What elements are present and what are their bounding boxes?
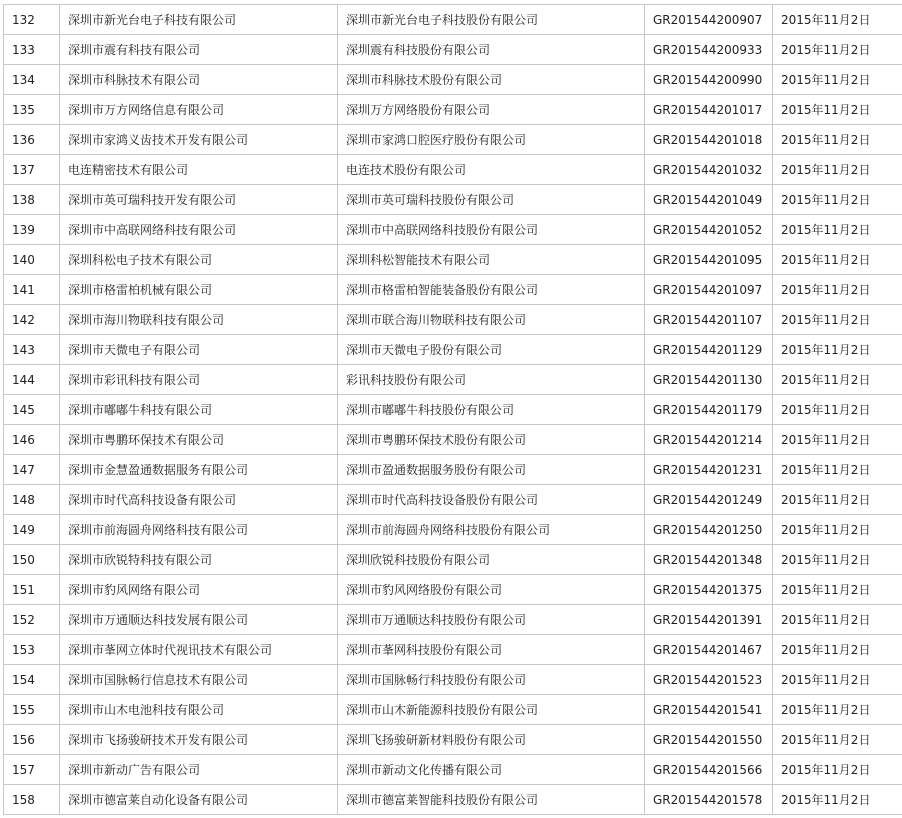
row-number-cell: 136 bbox=[4, 125, 60, 155]
certificate-number-cell: GR201544201467 bbox=[645, 635, 773, 665]
row-number-cell: 133 bbox=[4, 35, 60, 65]
original-company-name-cell: 深圳市中高联网络科技有限公司 bbox=[60, 215, 338, 245]
certificate-number-cell: GR201544200990 bbox=[645, 65, 773, 95]
issue-date-cell: 2015年11月2日 bbox=[773, 605, 902, 635]
new-company-name-cell: 深圳市莑网科技股份有限公司 bbox=[338, 635, 645, 665]
new-company-name-cell: 深圳市德富莱智能科技股份有限公司 bbox=[338, 785, 645, 815]
table-row bbox=[4, 95, 902, 125]
new-company-name-cell: 电连技术股份有限公司 bbox=[338, 155, 645, 185]
row-number-cell: 142 bbox=[4, 305, 60, 335]
table-row bbox=[4, 545, 902, 575]
certificate-number-cell: GR201544201541 bbox=[645, 695, 773, 725]
original-company-name-cell: 深圳市万通顺达科技发展有限公司 bbox=[60, 605, 338, 635]
company-table bbox=[3, 4, 902, 815]
certificate-number-cell: GR201544201348 bbox=[645, 545, 773, 575]
original-company-name-cell: 深圳市新光台电子科技有限公司 bbox=[60, 5, 338, 35]
table-row bbox=[4, 605, 902, 635]
new-company-name-cell: 深圳市粤鹏环保技术股份有限公司 bbox=[338, 425, 645, 455]
certificate-number-cell: GR201544201566 bbox=[645, 755, 773, 785]
new-company-name-cell: 深圳市新动文化传播有限公司 bbox=[338, 755, 645, 785]
certificate-number-cell: GR201544201130 bbox=[645, 365, 773, 395]
certificate-number-cell: GR201544201107 bbox=[645, 305, 773, 335]
new-company-name-cell: 深圳市科脉技术股份有限公司 bbox=[338, 65, 645, 95]
issue-date-cell: 2015年11月2日 bbox=[773, 395, 902, 425]
original-company-name-cell: 深圳市莑网立体时代视讯技术有限公司 bbox=[60, 635, 338, 665]
original-company-name-cell: 深圳市德富莱自动化设备有限公司 bbox=[60, 785, 338, 815]
issue-date-cell: 2015年11月2日 bbox=[773, 245, 902, 275]
original-company-name-cell: 深圳市天微电子有限公司 bbox=[60, 335, 338, 365]
table-row bbox=[4, 185, 902, 215]
table-row bbox=[4, 515, 902, 545]
original-company-name-cell: 深圳市豹风网络有限公司 bbox=[60, 575, 338, 605]
certificate-number-cell: GR201544201214 bbox=[645, 425, 773, 455]
table-row bbox=[4, 485, 902, 515]
new-company-name-cell: 深圳市豹风网络股份有限公司 bbox=[338, 575, 645, 605]
issue-date-cell: 2015年11月2日 bbox=[773, 785, 902, 815]
row-number-cell: 151 bbox=[4, 575, 60, 605]
row-number-cell: 154 bbox=[4, 665, 60, 695]
issue-date-cell: 2015年11月2日 bbox=[773, 95, 902, 125]
table-row bbox=[4, 215, 902, 245]
issue-date-cell: 2015年11月2日 bbox=[773, 5, 902, 35]
certificate-number-cell: GR201544201052 bbox=[645, 215, 773, 245]
issue-date-cell: 2015年11月2日 bbox=[773, 35, 902, 65]
row-number-cell: 156 bbox=[4, 725, 60, 755]
issue-date-cell: 2015年11月2日 bbox=[773, 335, 902, 365]
row-number-cell: 152 bbox=[4, 605, 60, 635]
new-company-name-cell: 深圳市英可瑞科技股份有限公司 bbox=[338, 185, 645, 215]
certificate-number-cell: GR201544201129 bbox=[645, 335, 773, 365]
certificate-number-cell: GR201544200907 bbox=[645, 5, 773, 35]
new-company-name-cell: 深圳市前海圆舟网络科技股份有限公司 bbox=[338, 515, 645, 545]
issue-date-cell: 2015年11月2日 bbox=[773, 425, 902, 455]
new-company-name-cell: 深圳市新光台电子科技股份有限公司 bbox=[338, 5, 645, 35]
original-company-name-cell: 深圳市万方网络信息有限公司 bbox=[60, 95, 338, 125]
table-row bbox=[4, 65, 902, 95]
certificate-number-cell: GR201544201095 bbox=[645, 245, 773, 275]
original-company-name-cell: 电连精密技术有限公司 bbox=[60, 155, 338, 185]
new-company-name-cell: 深圳市家鸿口腔医疗股份有限公司 bbox=[338, 125, 645, 155]
issue-date-cell: 2015年11月2日 bbox=[773, 185, 902, 215]
issue-date-cell: 2015年11月2日 bbox=[773, 125, 902, 155]
table-row bbox=[4, 395, 902, 425]
issue-date-cell: 2015年11月2日 bbox=[773, 275, 902, 305]
table-row bbox=[4, 125, 902, 155]
original-company-name-cell: 深圳市海川物联科技有限公司 bbox=[60, 305, 338, 335]
certificate-number-cell: GR201544201231 bbox=[645, 455, 773, 485]
original-company-name-cell: 深圳市嘟嘟牛科技有限公司 bbox=[60, 395, 338, 425]
certificate-number-cell: GR201544201578 bbox=[645, 785, 773, 815]
issue-date-cell: 2015年11月2日 bbox=[773, 545, 902, 575]
new-company-name-cell: 深圳科松智能技术有限公司 bbox=[338, 245, 645, 275]
certificate-number-cell: GR201544201018 bbox=[645, 125, 773, 155]
new-company-name-cell: 深圳市盈通数据服务股份有限公司 bbox=[338, 455, 645, 485]
original-company-name-cell: 深圳市粤鹏环保技术有限公司 bbox=[60, 425, 338, 455]
row-number-cell: 153 bbox=[4, 635, 60, 665]
issue-date-cell: 2015年11月2日 bbox=[773, 305, 902, 335]
row-number-cell: 138 bbox=[4, 185, 60, 215]
issue-date-cell: 2015年11月2日 bbox=[773, 215, 902, 245]
row-number-cell: 143 bbox=[4, 335, 60, 365]
certificate-number-cell: GR201544201250 bbox=[645, 515, 773, 545]
row-number-cell: 144 bbox=[4, 365, 60, 395]
table-row bbox=[4, 755, 902, 785]
certificate-number-cell: GR201544201249 bbox=[645, 485, 773, 515]
row-number-cell: 155 bbox=[4, 695, 60, 725]
row-number-cell: 137 bbox=[4, 155, 60, 185]
new-company-name-cell: 深圳市天微电子股份有限公司 bbox=[338, 335, 645, 365]
original-company-name-cell: 深圳市科脉技术有限公司 bbox=[60, 65, 338, 95]
row-number-cell: 140 bbox=[4, 245, 60, 275]
certificate-number-cell: GR201544201550 bbox=[645, 725, 773, 755]
new-company-name-cell: 深圳欣锐科技股份有限公司 bbox=[338, 545, 645, 575]
row-number-cell: 148 bbox=[4, 485, 60, 515]
original-company-name-cell: 深圳市格雷柏机械有限公司 bbox=[60, 275, 338, 305]
row-number-cell: 135 bbox=[4, 95, 60, 125]
table-row bbox=[4, 425, 902, 455]
row-number-cell: 149 bbox=[4, 515, 60, 545]
certificate-number-cell: GR201544201032 bbox=[645, 155, 773, 185]
issue-date-cell: 2015年11月2日 bbox=[773, 695, 902, 725]
table-row bbox=[4, 455, 902, 485]
original-company-name-cell: 深圳市家鸿义齿技术开发有限公司 bbox=[60, 125, 338, 155]
original-company-name-cell: 深圳市金慧盈通数据服务有限公司 bbox=[60, 455, 338, 485]
table-row bbox=[4, 335, 902, 365]
issue-date-cell: 2015年11月2日 bbox=[773, 365, 902, 395]
issue-date-cell: 2015年11月2日 bbox=[773, 635, 902, 665]
issue-date-cell: 2015年11月2日 bbox=[773, 485, 902, 515]
issue-date-cell: 2015年11月2日 bbox=[773, 515, 902, 545]
table-row bbox=[4, 5, 902, 35]
original-company-name-cell: 深圳市震有科技有限公司 bbox=[60, 35, 338, 65]
issue-date-cell: 2015年11月2日 bbox=[773, 575, 902, 605]
original-company-name-cell: 深圳市新动广告有限公司 bbox=[60, 755, 338, 785]
certificate-number-cell: GR201544201049 bbox=[645, 185, 773, 215]
table-row bbox=[4, 635, 902, 665]
new-company-name-cell: 深圳市国脉畅行科技股份有限公司 bbox=[338, 665, 645, 695]
company-table-body bbox=[4, 5, 902, 815]
certificate-number-cell: GR201544201523 bbox=[645, 665, 773, 695]
original-company-name-cell: 深圳市国脉畅行信息技术有限公司 bbox=[60, 665, 338, 695]
row-number-cell: 134 bbox=[4, 65, 60, 95]
original-company-name-cell: 深圳市欣锐特科技有限公司 bbox=[60, 545, 338, 575]
new-company-name-cell: 深圳市时代高科技设备股份有限公司 bbox=[338, 485, 645, 515]
new-company-name-cell: 深圳市联合海川物联科技有限公司 bbox=[338, 305, 645, 335]
new-company-name-cell: 彩讯科技股份有限公司 bbox=[338, 365, 645, 395]
row-number-cell: 139 bbox=[4, 215, 60, 245]
table-row bbox=[4, 365, 902, 395]
row-number-cell: 141 bbox=[4, 275, 60, 305]
issue-date-cell: 2015年11月2日 bbox=[773, 455, 902, 485]
certificate-number-cell: GR201544200933 bbox=[645, 35, 773, 65]
new-company-name-cell: 深圳震有科技股份有限公司 bbox=[338, 35, 645, 65]
original-company-name-cell: 深圳市彩讯科技有限公司 bbox=[60, 365, 338, 395]
table-row bbox=[4, 725, 902, 755]
new-company-name-cell: 深圳飞扬骏研新材料股份有限公司 bbox=[338, 725, 645, 755]
table-row bbox=[4, 785, 902, 815]
certificate-number-cell: GR201544201375 bbox=[645, 575, 773, 605]
certificate-number-cell: GR201544201391 bbox=[645, 605, 773, 635]
row-number-cell: 146 bbox=[4, 425, 60, 455]
table-row bbox=[4, 275, 902, 305]
original-company-name-cell: 深圳市时代高科技设备有限公司 bbox=[60, 485, 338, 515]
new-company-name-cell: 深圳市山木新能源科技股份有限公司 bbox=[338, 695, 645, 725]
original-company-name-cell: 深圳科松电子技术有限公司 bbox=[60, 245, 338, 275]
issue-date-cell: 2015年11月2日 bbox=[773, 65, 902, 95]
row-number-cell: 157 bbox=[4, 755, 60, 785]
table-row bbox=[4, 665, 902, 695]
table-row bbox=[4, 245, 902, 275]
row-number-cell: 158 bbox=[4, 785, 60, 815]
new-company-name-cell: 深圳市万通顺达科技股份有限公司 bbox=[338, 605, 645, 635]
row-number-cell: 132 bbox=[4, 5, 60, 35]
row-number-cell: 145 bbox=[4, 395, 60, 425]
original-company-name-cell: 深圳市山木电池科技有限公司 bbox=[60, 695, 338, 725]
original-company-name-cell: 深圳市英可瑞科技开发有限公司 bbox=[60, 185, 338, 215]
original-company-name-cell: 深圳市飞扬骏研技术开发有限公司 bbox=[60, 725, 338, 755]
new-company-name-cell: 深圳市格雷柏智能装备股份有限公司 bbox=[338, 275, 645, 305]
original-company-name-cell: 深圳市前海圆舟网络科技有限公司 bbox=[60, 515, 338, 545]
new-company-name-cell: 深圳市嘟嘟牛科技股份有限公司 bbox=[338, 395, 645, 425]
issue-date-cell: 2015年11月2日 bbox=[773, 155, 902, 185]
table-row bbox=[4, 35, 902, 65]
issue-date-cell: 2015年11月2日 bbox=[773, 725, 902, 755]
table-row bbox=[4, 305, 902, 335]
new-company-name-cell: 深圳万方网络股份有限公司 bbox=[338, 95, 645, 125]
issue-date-cell: 2015年11月2日 bbox=[773, 665, 902, 695]
certificate-number-cell: GR201544201017 bbox=[645, 95, 773, 125]
certificate-number-cell: GR201544201179 bbox=[645, 395, 773, 425]
table-row bbox=[4, 695, 902, 725]
issue-date-cell: 2015年11月2日 bbox=[773, 755, 902, 785]
table-row bbox=[4, 155, 902, 185]
table-row bbox=[4, 575, 902, 605]
row-number-cell: 147 bbox=[4, 455, 60, 485]
certificate-number-cell: GR201544201097 bbox=[645, 275, 773, 305]
row-number-cell: 150 bbox=[4, 545, 60, 575]
new-company-name-cell: 深圳市中高联网络科技股份有限公司 bbox=[338, 215, 645, 245]
